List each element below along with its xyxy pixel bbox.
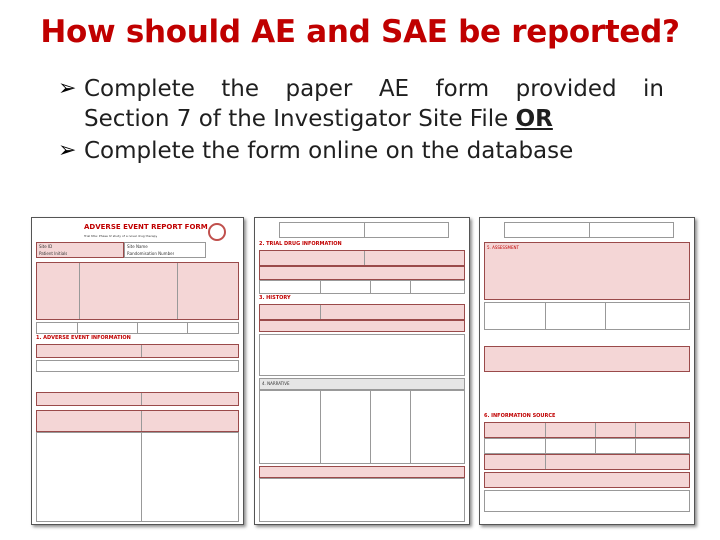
history-row: [259, 320, 465, 332]
ae-form-page-1: [31, 217, 244, 525]
ae-dates-row: [36, 322, 239, 334]
ae-onset-row: [36, 344, 239, 358]
assessment-box: 5. ASSESSMENT: [484, 242, 690, 300]
header-fields: [279, 222, 449, 238]
comments-box: [259, 478, 465, 522]
section-heading: 6. INFORMATION SOURCE: [484, 413, 556, 419]
reporter-row: [484, 422, 690, 438]
ae-outcome-row: [36, 360, 239, 372]
ae-relationship-box: [36, 432, 239, 522]
narrative-table: [259, 390, 465, 464]
bullet-list: [58, 74, 664, 168]
reporter-row: [484, 438, 690, 454]
section-heading: 2. TRIAL DRUG INFORMATION: [259, 241, 342, 247]
trial-drug-row: [259, 250, 465, 266]
site-field: Site ID Patient Initials: [36, 242, 124, 258]
header-fields: [504, 222, 674, 238]
arrow-bullet-icon: ➢: [58, 76, 77, 101]
return-address-box: [484, 490, 690, 512]
arrow-bullet-icon: ➢: [58, 138, 77, 163]
logo-icon: [208, 223, 226, 241]
bullet-text: Complete the form online on the database: [84, 138, 574, 164]
form-heading: ADVERSE EVENT REPORT FORM: [84, 223, 208, 231]
ae-details-box: [36, 262, 239, 320]
section-heading: 1. ADVERSE EVENT INFORMATION: [36, 335, 131, 341]
bullet-item: [58, 136, 664, 166]
history-box: [259, 334, 465, 376]
reporter-row: [484, 454, 690, 470]
assessment-table: [484, 302, 690, 330]
bullet-text-line: Complete the paper AE form provided in: [84, 76, 664, 102]
reporter-row: [484, 472, 690, 488]
bullet-item: [58, 74, 664, 134]
ae-form-page-2: [254, 217, 470, 525]
bullet-emphasis: OR: [515, 106, 553, 132]
bullet-text-line: Section 7 of the Investigator Site File: [84, 106, 516, 132]
site-name-field: Site Name Randomisation Number: [124, 242, 206, 258]
ae-form-page-3: [479, 217, 695, 525]
section-heading: 3. HISTORY: [259, 295, 291, 301]
narrative-header: 4. NARRATIVE: [259, 378, 465, 390]
followup-box: [484, 346, 690, 372]
form-subheading: Trial title: Phase IV study of a novel drug therapy: [84, 234, 158, 238]
ae-severity-row: [36, 410, 239, 432]
trial-drug-row: [259, 280, 465, 294]
ae-resolved-row: [36, 392, 239, 406]
history-row: [259, 304, 465, 320]
slide-title: How should AE and SAE be reported?: [40, 14, 680, 50]
comments-header: [259, 466, 465, 478]
trial-drug-row: [259, 266, 465, 280]
